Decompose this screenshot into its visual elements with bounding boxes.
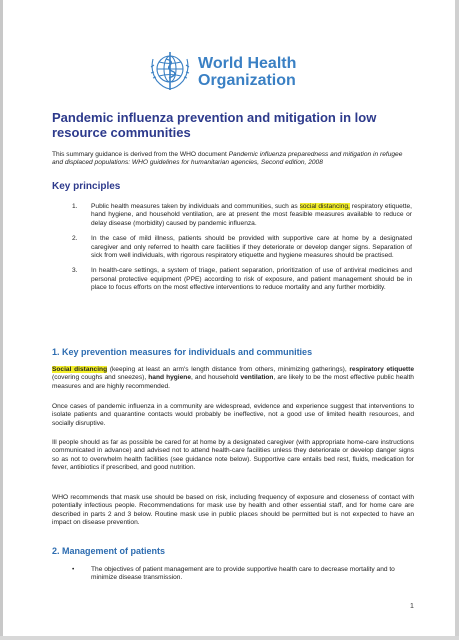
list-item (52, 566, 414, 583)
section2-bullet-list (52, 566, 414, 583)
text-run: (keeping at least an arm's length distance from others, minimizing gatherings), (107, 366, 350, 373)
bold-term: ventilation (240, 374, 274, 382)
page-shadow-left (0, 0, 3, 640)
page-shadow-bottom (0, 636, 459, 640)
page-number: 1 (410, 603, 414, 610)
list-item-text: The objectives of patient management are to provide supportive health care to decrease mortality and to minimize disease transmission. (91, 566, 395, 582)
intro-document-title: Pandemic influenza preparedness and mitigation in refugee and displaced populations: WHO guidelines for humanitarian agencies, Second edition, 2008 (52, 151, 403, 167)
list-item (52, 267, 412, 292)
text-run: (covering coughs and sneezes), (52, 374, 149, 382)
text-run: , are likely to be the most effective public health measures and are highly recommended. (52, 374, 414, 390)
page-shadow-right (455, 0, 459, 640)
section1-paragraph4: WHO recommends that mask use should be based on risk, including frequency of exposure and closeness of contact with potentially infectious people. Recommendations for mask use by health and other essential staff, and for home care are described in parts 2 and 3 below. Routine mask use in public places should be permitted but is not expected to have an impact on disease prevention. (52, 494, 414, 527)
who-logo (147, 47, 305, 97)
bold-term: respiratory etiquette (349, 366, 414, 373)
highlighted-text: Social distancing (52, 366, 108, 373)
list-item-text: In health-care settings, a system of triage, patient separation, prioritization of use of antiviral medicines and personal protective equipment (PPE) according to risk of exposure, and patient management should be in place to focus efforts on the most effective interventions to reduce mortality and any further morbidity. (91, 267, 412, 292)
document-title: Pandemic influenza prevention and mitigation in low resource communities (52, 110, 377, 140)
list-item (52, 235, 412, 260)
intro-paragraph (52, 151, 408, 168)
list-number: 3. (72, 267, 78, 275)
logo-text-line1: World Health (198, 55, 297, 72)
bold-term: hand hygiene (148, 374, 191, 382)
section1-paragraph1 (52, 366, 414, 391)
intro-prefix: This summary guidance is derived from the WHO document (52, 151, 229, 158)
key-principles-heading: Key principles (52, 181, 121, 192)
text-run: Public health measures taken by individuals and communities, such as (91, 203, 300, 210)
list-item (52, 203, 412, 228)
list-number: 2. (72, 235, 78, 243)
who-emblem-icon (147, 47, 193, 93)
bullet-icon: • (72, 566, 75, 573)
section1-paragraph2: Once cases of pandemic influenza in a community are widespread, evidence and experience suggest that interventions to isolate patients and quarantine contacts would probably be ineffective, not a good use of limited health resources, and socially disruptive. (52, 403, 414, 427)
text-run: respiratory etiquette, hand hygiene, and household ventilation, are at present the most feasible measures available to reduce or delay disease (morbidity) caused by pandemic influenza. (91, 203, 412, 227)
highlighted-text: social distancing, (299, 203, 350, 210)
section2-heading: 2. Management of patients (52, 546, 166, 556)
text-run: , and household (190, 374, 241, 382)
list-item-text: In the case of mild illness, patients should be provided with supportive care at home by a designated caregiver and only referred to health care facilities if they deteriorate or develop danger signs. Separation of sick from well individuals, with rigorous respiratory etiquette and hygiene measures should be practised. (91, 235, 412, 260)
logo-text-line2: Organization (198, 72, 296, 89)
section1-heading: 1. Key prevention measures for individuals and communities (52, 347, 313, 357)
section1-paragraph3: Ill people should as far as possible be cared for at home by a designated caregiver (with appropriate home-care instructions communicated in advance) and advised not to attend health-care facilities unless they deteriorate or develop danger signs so as not to overwhelm health facilities (see guidance note below). Supportive care entails bed rest, fluids, medication for fever, antibiotics if prescribed, and good nutrition. (52, 439, 414, 472)
list-item-text (91, 203, 412, 228)
list-number: 1. (72, 203, 78, 210)
key-principles-list (52, 203, 412, 300)
